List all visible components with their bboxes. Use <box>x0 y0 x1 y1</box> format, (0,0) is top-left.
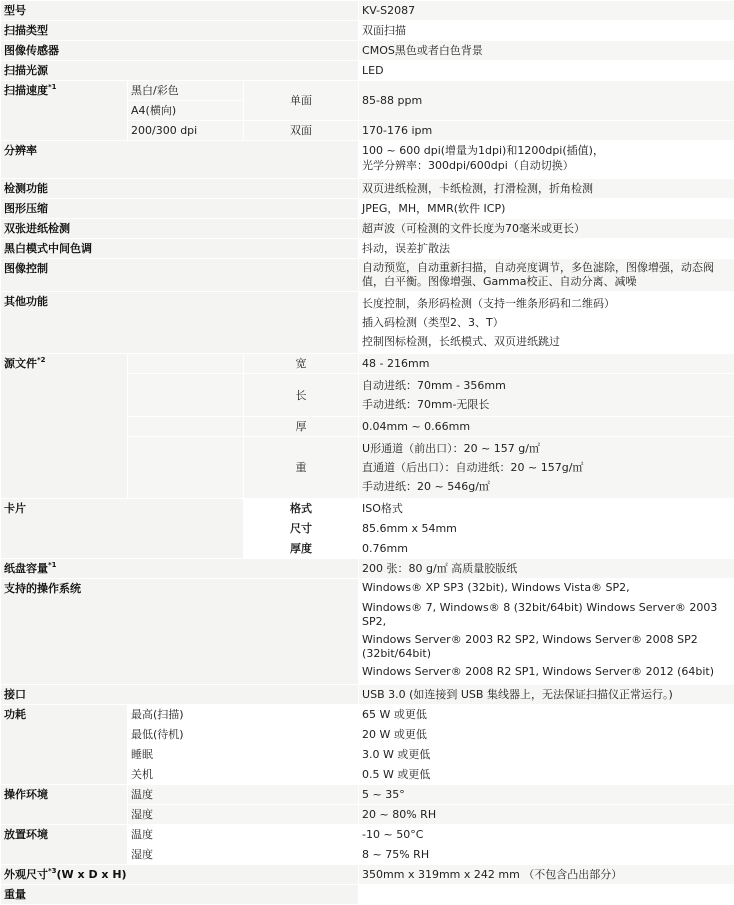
document-thickness: 厚 <box>244 417 359 437</box>
image-control-label: 图像控制 <box>1 259 359 292</box>
model-label: 型号 <box>1 1 359 21</box>
card-thickness-value: 0.76mm <box>359 539 734 559</box>
os-label: 支持的操作系统 <box>1 579 359 685</box>
sensor-value: CMOS黑色或者白色背景 <box>359 41 734 61</box>
light-label: 扫描光源 <box>1 61 359 81</box>
image-control-value: 自动预览，自动重新扫描，自动亮度调节，多色滤除，图像增强，动态阀值，白平衡。图像增强、Gamma校正、自动分离、减噪 <box>359 259 734 292</box>
operating-humid: 湿度 <box>128 805 359 825</box>
document-blank-1 <box>128 354 244 374</box>
double-feed-label: 双张进纸检测 <box>1 219 359 239</box>
operating-label: 操作环境 <box>1 785 128 825</box>
weight-value <box>359 885 734 905</box>
other-label: 其他功能 <box>1 292 359 354</box>
other-value: 长度控制，条形码检测（支持一维条形码和二维码） 插入码检测（类型2、3、T） 控制图标检测，长纸模式、双页进纸跳过 <box>359 292 734 354</box>
operating-humid-value: 20 ~ 80% RH <box>359 805 734 825</box>
compression-label: 图形压缩 <box>1 199 359 219</box>
halftone-value: 抖动，误差扩散法 <box>359 239 734 259</box>
power-row-sleep: 睡眠 <box>128 745 359 765</box>
card-label: 卡片 <box>1 499 244 559</box>
document-length: 长 <box>244 374 359 417</box>
power-label: 功耗 <box>1 705 128 785</box>
os-value: Windows® XP SP3 (32bit), Windows Vista® SP2, Windows® 7, Windows® 8 (32bit/64bit) Windows Server® 2003 SP2, Windows Server® 2003 R2 SP2, Windows Server® 2008 SP2 (32bit/64bit) Windows Server® 2008 R2 SP1, Windows Server® 2012 (64bit) <box>359 579 734 685</box>
card-thickness: 厚度 <box>244 539 359 559</box>
document-weight: 重 <box>244 437 359 499</box>
document-thickness-value: 0.04mm ~ 0.66mm <box>359 417 734 437</box>
card-format: 格式 <box>244 499 359 519</box>
light-value: LED <box>359 61 734 81</box>
card-size-value: 85.6mm x 54mm <box>359 519 734 539</box>
operating-temp: 温度 <box>128 785 359 805</box>
speed-label: 扫描速度$^{*1}$ <box>1 81 128 141</box>
document-blank-4 <box>128 437 244 499</box>
document-blank-2 <box>128 374 244 417</box>
power-row-off: 关机 <box>128 765 359 785</box>
document-width: 宽 <box>244 354 359 374</box>
model-value: KV-S2087 <box>359 1 734 21</box>
document-weight-value: U形通道（前出口）：20 ~ 157 g/㎡ 直通道（后出口）：自动进纸：20 ~ 157g/㎡ 手动进纸：20 ~ 546g/㎡ <box>359 437 734 499</box>
weight-label: 重量 <box>1 885 359 905</box>
speed-simplex: 单面 <box>244 81 359 121</box>
storage-temp-value: -10 ~ 50°C <box>359 825 734 845</box>
operating-temp-value: 5 ~ 35° <box>359 785 734 805</box>
compression-value: JPEG，MH，MMR(软件 ICP) <box>359 199 734 219</box>
detection-value: 双页进纸检测，卡纸检测，打滑检测，折角检测 <box>359 179 734 199</box>
storage-temp: 温度 <box>128 825 359 845</box>
capacity-value: 200 张：80 g/㎡ 高质量胶版纸 <box>359 559 734 579</box>
sensor-label: 图像传感器 <box>1 41 359 61</box>
power-row-min-value: 20 W 或更低 <box>359 725 734 745</box>
speed-duplex-value: 170-176 ipm <box>359 121 734 141</box>
document-width-value: 48 - 216mm <box>359 354 734 374</box>
halftone-label: 黑白模式中间色调 <box>1 239 359 259</box>
detection-label: 检测功能 <box>1 179 359 199</box>
speed-duplex: 双面 <box>244 121 359 141</box>
document-blank-3 <box>128 417 244 437</box>
document-length-value: 自动进纸：70mm - 356mm 手动进纸：70mm-无限长 <box>359 374 734 417</box>
document-label: 源文件$^{*2}$ <box>1 354 128 499</box>
card-size: 尺寸 <box>244 519 359 539</box>
storage-label: 放置环境 <box>1 825 128 865</box>
power-row-max: 最高(扫描) <box>128 705 359 725</box>
scan-type-value: 双面扫描 <box>359 21 734 41</box>
interface-value: USB 3.0 (如连接到 USB 集线器上，无法保证扫描仪正常运行。) <box>359 685 734 705</box>
dimensions-value: 350mm x 319mm x 242 mm （不包含凸出部分） <box>359 865 734 885</box>
power-row-sleep-value: 3.0 W 或更低 <box>359 745 734 765</box>
resolution-value: 100 ~ 600 dpi(增量为1dpi)和1200dpi(插值)， 光学分辨率：300dpi/600dpi（自动切换） <box>359 141 734 179</box>
power-row-off-value: 0.5 W 或更低 <box>359 765 734 785</box>
storage-humid-value: 8 ~ 75% RH <box>359 845 734 865</box>
power-row-min: 最低(待机) <box>128 725 359 745</box>
double-feed-value: 超声波（可检测的文件长度为70毫米或更长） <box>359 219 734 239</box>
speed-simplex-value: 85-88 ppm <box>359 81 734 121</box>
speed-sub-color: 黑白/彩色 <box>128 81 244 101</box>
dimensions-label: 外观尺寸$^{*3}$(W x D x H) <box>1 865 359 885</box>
interface-label: 接口 <box>1 685 359 705</box>
card-format-value: ISO格式 <box>359 499 734 519</box>
scan-type-label: 扫描类型 <box>1 21 359 41</box>
storage-humid: 湿度 <box>128 845 359 865</box>
speed-sub-size: A4(横向) <box>128 101 244 121</box>
capacity-label: 纸盘容量$^{*1}$ <box>1 559 359 579</box>
resolution-label: 分辨率 <box>1 141 359 179</box>
speed-sub-dpi: 200/300 dpi <box>128 121 244 141</box>
power-row-max-value: 65 W 或更低 <box>359 705 734 725</box>
